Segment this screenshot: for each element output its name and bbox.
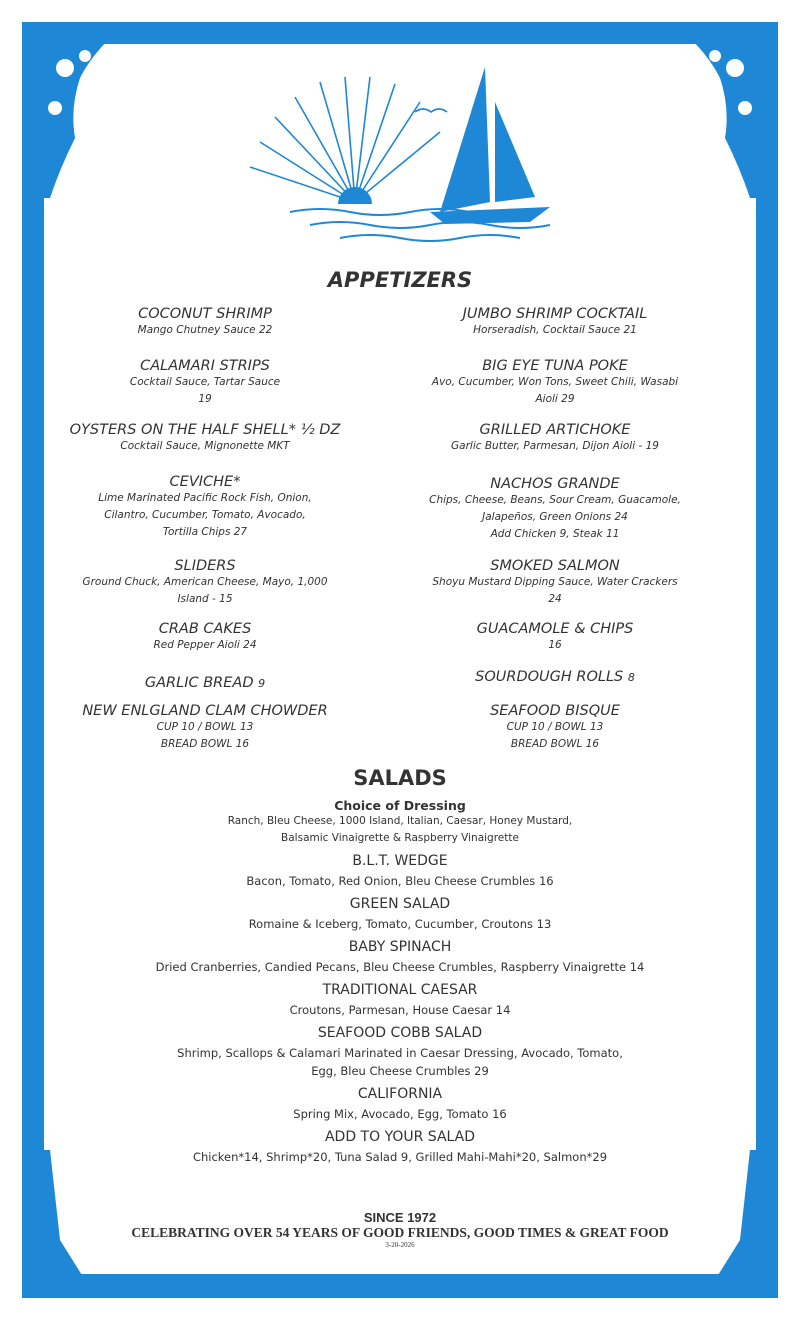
salad-name: ADD TO YOUR SALAD <box>324 1129 476 1145</box>
appetizer-name-text: JUMBO SHRIMP COCKTAIL <box>462 306 648 322</box>
appetizer-description: BREAD BOWL 16 <box>160 738 250 750</box>
appetizer-name <box>30 621 380 637</box>
sailboat-sunrise-logo <box>250 62 560 252</box>
appetizer-description: CUP 10 / BOWL 13 <box>156 721 254 733</box>
appetizer-name <box>380 358 730 374</box>
salad-name: CALIFORNIA <box>357 1086 443 1102</box>
dressing-options: Ranch, Bleu Cheese, 1000 Island, Italian, Caesar, Honey Mustard, Balsamic Vinaigrette & Raspberry Vinaigrette <box>227 815 573 844</box>
appetizer-name-text: OYSTERS ON THE HALF SHELL* ½ DZ <box>69 422 341 438</box>
appetizer-name <box>30 675 380 691</box>
appetizer-description: BREAD BOWL 16 <box>510 738 600 750</box>
appetizer-description: Red Pepper Aioli 24 <box>153 639 257 651</box>
appetizer-item <box>380 703 730 753</box>
appetizer-description: Avo, Cucumber, Won Tons, Sweet Chili, Wasabi <box>431 376 679 388</box>
appetizer-name-text: NACHOS GRANDE <box>490 476 620 492</box>
appetizer-name-text: NEW ENLGLAND CLAM CHOWDER <box>82 703 328 719</box>
appetizer-description: Cilantro, Cucumber, Tomato, Avocado, <box>104 509 306 521</box>
appetizer-name-text: SMOKED SALMON <box>490 558 620 574</box>
appetizer-description: Jalapeños, Green Onions 24 <box>482 511 628 523</box>
appetizer-name-text: SOURDOUGH ROLLS <box>475 669 624 685</box>
appetizer-item <box>380 476 730 543</box>
appetizer-name <box>30 358 380 374</box>
appetizer-name-text: GUACAMOLE & CHIPS <box>476 621 634 637</box>
appetizer-name <box>380 558 730 574</box>
salad-description: Romaine & Iceberg, Tomato, Cucumber, Croutons 13 <box>248 917 552 931</box>
appetizer-name-text: CEVICHE* <box>169 474 241 490</box>
appetizer-name <box>380 476 730 492</box>
appetizer-name-text: SLIDERS <box>174 558 236 574</box>
appetizer-description: 24 <box>548 593 562 605</box>
appetizer-description: Tortilla Chips 27 <box>162 526 248 538</box>
appetizer-item <box>30 703 380 753</box>
appetizer-item <box>380 621 730 654</box>
salad-name: SEAFOOD COBB SALAD <box>317 1025 483 1041</box>
appetizer-description: Add Chicken 9, Steak 11 <box>490 528 620 540</box>
dressing-heading: Choice of Dressing <box>334 798 466 813</box>
appetizer-item <box>30 422 380 455</box>
floral-corner-top-left-icon <box>40 38 110 198</box>
appetizer-name <box>30 422 380 438</box>
appetizer-description: Cocktail Sauce, Tartar Sauce <box>129 376 281 388</box>
appetizer-item <box>380 558 730 608</box>
appetizer-item <box>30 558 380 608</box>
salad-description: Bacon, Tomato, Red Onion, Bleu Cheese Crumbles 16 <box>246 874 554 888</box>
appetizer-item <box>30 621 380 654</box>
salad-item <box>0 939 800 976</box>
salad-name: B.L.T. WEDGE <box>352 853 448 869</box>
appetizer-name-text: CRAB CAKES <box>158 621 252 637</box>
salads-section <box>0 766 800 1172</box>
appetizer-name-text: BIG EYE TUNA POKE <box>482 358 628 374</box>
floral-corner-top-right-icon <box>690 38 760 198</box>
appetizer-item <box>380 422 730 455</box>
salad-item <box>0 853 800 890</box>
salad-name: TRADITIONAL CAESAR <box>322 982 478 998</box>
appetizer-description: Shoyu Mustard Dipping Sauce, Water Crackers <box>432 576 678 588</box>
appetizer-price: 8 <box>627 671 635 684</box>
appetizer-item <box>380 358 730 408</box>
salad-item <box>0 1129 800 1166</box>
appetizer-item <box>30 675 380 691</box>
appetizer-description: Cocktail Sauce, Mignonette MKT <box>120 440 290 452</box>
appetizer-name <box>380 621 730 637</box>
appetizer-name-text: SEAFOOD BISQUE <box>490 703 620 719</box>
salad-item <box>0 982 800 1019</box>
appetizer-item <box>380 669 730 685</box>
appetizer-name <box>30 474 380 490</box>
salad-description: Shrimp, Scallops & Calamari Marinated in Caesar Dressing, Avocado, Tomato, Egg, Bleu Cheese Crumbles 29 <box>177 1046 623 1078</box>
appetizer-item <box>30 474 380 541</box>
appetizer-name <box>380 422 730 438</box>
footer <box>0 1210 800 1249</box>
salad-description: Dried Cranberries, Candied Pecans, Bleu Cheese Crumbles, Raspberry Vinaigrette 14 <box>155 960 645 974</box>
tagline: CELEBRATING OVER 54 YEARS OF GOOD FRIENDS, GOOD TIMES & GREAT FOOD <box>131 1225 669 1240</box>
appetizer-item <box>30 306 380 339</box>
appetizer-description: 16 <box>548 639 562 651</box>
salad-description: Chicken*14, Shrimp*20, Tuna Salad 9, Grilled Mahi-Mahi*20, Salmon*29 <box>192 1150 608 1164</box>
appetizer-name-text: CALAMARI STRIPS <box>140 358 270 374</box>
appetizer-name <box>380 669 730 685</box>
salad-name: BABY SPINACH <box>348 939 452 955</box>
salad-item <box>0 896 800 933</box>
appetizer-description: Lime Marinated Pacific Rock Fish, Onion, <box>98 492 312 504</box>
appetizer-description: Island - 15 <box>177 593 233 605</box>
appetizer-name <box>30 558 380 574</box>
appetizer-name-text: GARLIC BREAD <box>144 675 254 691</box>
salad-item <box>0 1025 800 1080</box>
appetizer-description: Mango Chutney Sauce 22 <box>137 324 273 336</box>
since-year: SINCE 1972 <box>363 1210 437 1225</box>
appetizer-item <box>380 306 730 339</box>
salad-name: GREEN SALAD <box>349 896 451 912</box>
salad-description: Spring Mix, Avocado, Egg, Tomato 16 <box>293 1107 507 1121</box>
appetizer-description: Chips, Cheese, Beans, Sour Cream, Guacamole, <box>429 494 681 506</box>
appetizer-description: Aioli 29 <box>535 393 575 405</box>
appetizer-description: Ground Chuck, American Cheese, Mayo, 1,000 <box>82 576 328 588</box>
appetizer-description: 19 <box>198 393 212 405</box>
appetizer-name-text: GRILLED ARTICHOKE <box>479 422 631 438</box>
salads-heading: SALADS <box>353 766 447 790</box>
appetizer-description: CUP 10 / BOWL 13 <box>506 721 604 733</box>
menu-date: 3-20-2026 <box>385 1241 415 1249</box>
salad-description: Croutons, Parmesan, House Caesar 14 <box>289 1003 511 1017</box>
appetizer-name <box>30 703 380 719</box>
appetizer-description: Horseradish, Cocktail Sauce 21 <box>473 324 637 336</box>
appetizer-item <box>30 358 380 408</box>
appetizer-name <box>380 306 730 322</box>
salad-item <box>0 1086 800 1123</box>
appetizer-description: Garlic Butter, Parmesan, Dijon Aioli - 19 <box>451 440 659 452</box>
appetizer-name-text: COCONUT SHRIMP <box>138 306 272 322</box>
appetizer-name <box>30 306 380 322</box>
appetizers-heading: APPETIZERS <box>327 268 473 292</box>
appetizer-price: 9 <box>258 677 266 690</box>
appetizer-name <box>380 703 730 719</box>
